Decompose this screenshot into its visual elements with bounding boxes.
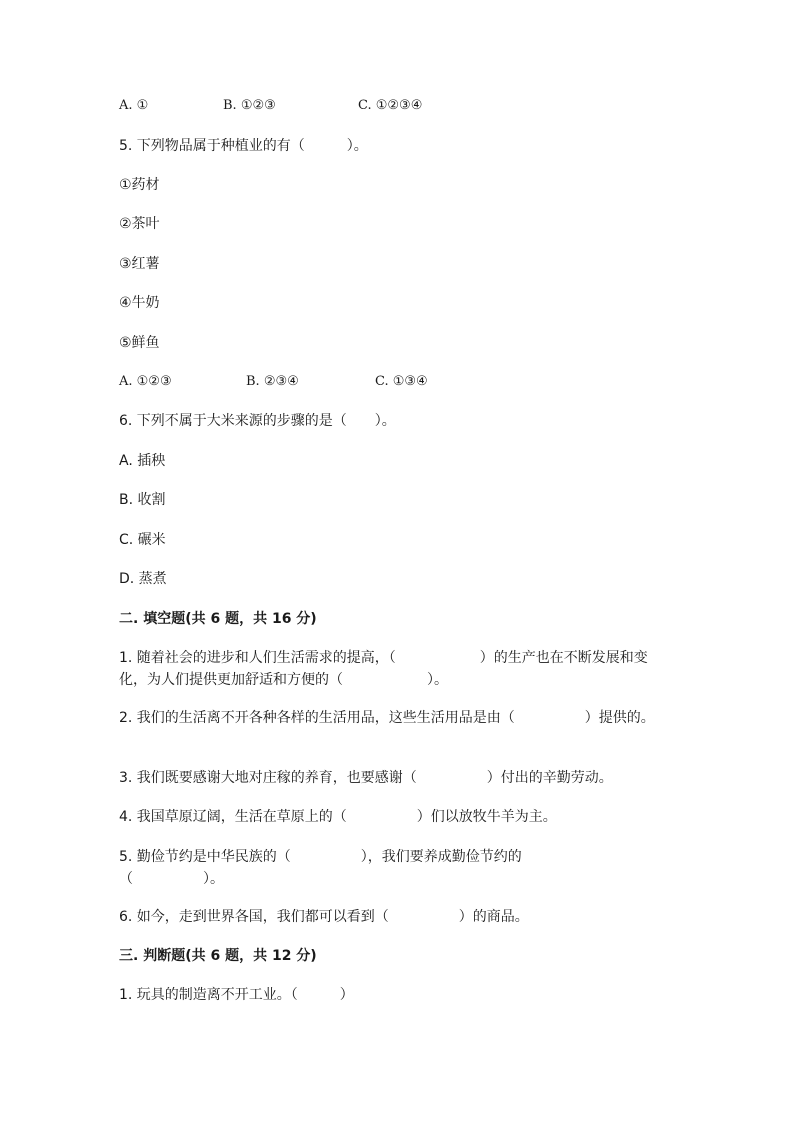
section2-heading: 二. 填空题(共 6 题，共 16 分) <box>119 611 317 627</box>
judge-question-1: 1. 玩具的制造离不开工业。（ ） <box>119 987 354 1003</box>
q6-option-a: A. 插秧 <box>119 453 166 469</box>
q5-item-1: ①药材 <box>119 177 160 193</box>
q4-option-c: C. ①②③④ <box>358 98 423 113</box>
fill-question-2: 2. 我们的生活离不开各种各样的生活用品，这些生活用品是由（ ）提供的。 <box>119 710 655 726</box>
q4-option-b: B. ①②③ <box>223 98 276 113</box>
q5-option-a: A. ①②③ <box>119 374 172 389</box>
q5-item-5: ⑤鲜鱼 <box>119 335 160 351</box>
q6-stem: 6. 下列不属于大米来源的步骤的是（ ）。 <box>119 413 396 429</box>
fill-question-1: 1. 随着社会的进步和人们生活需求的提高，（ ）的生产也在不断发展和变化，为人们提供更加舒适和方便的（ ）。 <box>119 650 648 688</box>
section3-heading: 三. 判断题(共 6 题，共 12 分) <box>119 948 317 964</box>
q5-item-4: ④牛奶 <box>119 295 160 311</box>
fill-question-6: 6. 如今，走到世界各国，我们都可以看到（ ）的商品。 <box>119 909 529 925</box>
fill-question-5: 5. 勤俭节约是中华民族的（ ），我们要养成勤俭节约的（ ）。 <box>119 849 522 887</box>
q6-option-d: D. 蒸煮 <box>119 571 167 587</box>
q5-option-c: C. ①③④ <box>375 374 428 389</box>
q5-item-3: ③红薯 <box>119 256 160 272</box>
q5-item-2: ②茶叶 <box>119 216 160 232</box>
q4-option-a: A. ① <box>119 98 149 113</box>
q5-stem: 5. 下列物品属于种植业的有（ ）。 <box>119 138 368 154</box>
fill-question-4: 4. 我国草原辽阔，生活在草原上的（ ）们以放牧牛羊为主。 <box>119 809 557 825</box>
q6-option-b: B. 收割 <box>119 492 166 508</box>
q6-option-c: C. 碾米 <box>119 532 166 548</box>
q5-option-b: B. ②③④ <box>246 374 299 389</box>
fill-question-3: 3. 我们既要感谢大地对庄稼的养育，也要感谢（ ）付出的辛勤劳动。 <box>119 770 613 786</box>
